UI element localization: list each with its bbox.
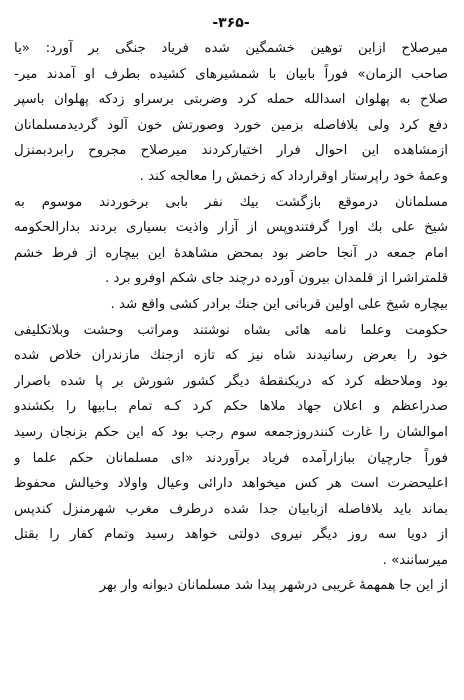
- text-line: امام جمعه در آنجا حاضر بود بمحض مشاهدهٔ این بیچاره از فرط خشم: [14, 245, 448, 261]
- text-line: قلمتراشرا از قلمدان بیرون آورده درچند جای شکم اوفرو برد .: [105, 271, 448, 287]
- text-line: از این جا همهمهٔ غریبی درشهر پیدا شد مسلمانان دیوانه وار بهر: [99, 578, 448, 594]
- text-line: وعمهٔ خود راپرستار اوقرارداد که زخمش را معالجه کند .: [139, 168, 448, 184]
- text-line: میرصلاح ازاین توهین خشمگین شده فریاد جنگی بر آورد: «یا: [14, 41, 448, 56]
- paragraph: [14, 573, 448, 599]
- paragraph: [14, 292, 448, 318]
- text-line: بماند باید بلافاصله ازبابیان جدا شده درطرف مغرب شهرمنزل کندپس: [14, 501, 448, 517]
- text-line: شیخ علی بك اورا گرفتندوپس از آزار واذیت بسیاری بردند بدارالحکومه: [14, 220, 448, 236]
- text-line: صلاح به پهلوان اسدالله حمله کرد وضربتی برسراو زدکه پهلوان باسپر: [14, 92, 448, 108]
- paragraph: [14, 36, 448, 190]
- body-text: [14, 36, 448, 599]
- text-line: بیچاره شیخ علی اولین قربانی این جنك برادر کشی واقع شد .: [110, 296, 448, 312]
- text-line: خود را بعرض رسانیدند شاه نیز که تازه ازجنك مازندران خلاص شده: [14, 348, 448, 364]
- text-line: اموالشان را غارت کنندروزجمعه سوم رجب بود که این حکم بزنجان رسید: [14, 424, 448, 440]
- text-line: فوراً جارچیان ببازارآمده فریاد برآوردند «ای مسلمانان حکم علما و: [14, 450, 448, 466]
- text-line: مسلمانان درموقع بازگشت بیك نفر بابی برخوردند موسوم به: [14, 194, 448, 210]
- text-line: از دویا سه روز دیگر نیروی دولتی خواهد رسید وتمام کفار را بقتل: [14, 527, 448, 543]
- text-line: اعلیحضرت است هر کس میخواهد دارائی وعیال واولاد وخیالش محفوظ: [14, 476, 448, 492]
- text-line: صاحب الزمان» فوراً بابیان با شمشیرهای کشیده بطرف او آمدند میر-: [14, 66, 448, 82]
- paragraph: [14, 190, 448, 292]
- text-line: ازمشاهده این احوال فرار اختیارکردند میرصلاح مجروح رابردبمنزل: [14, 143, 448, 159]
- text-line: صدراعظم و اعلان جهاد ملاها حکم کرد کـه تمام بـابیها را بکشندو: [14, 399, 448, 415]
- text-line: دفع کرد ولی بلافاصله بزمین خورد وصورتش خون آلود گردیدمسلمانان: [14, 117, 448, 133]
- paragraph: [14, 318, 448, 574]
- text-line: میرسانند» .: [382, 552, 448, 568]
- text-line: حکومت وعلما نامه هائی بشاه نوشتند ومراتب وحشت وبلاتکلیفی: [14, 322, 448, 338]
- page-number: -۳۶۵-: [212, 15, 250, 31]
- text-line: بود وملاحظه کرد که دریکنقطهٔ دیگر کشور شورش بر پا شده باصرار: [14, 373, 448, 389]
